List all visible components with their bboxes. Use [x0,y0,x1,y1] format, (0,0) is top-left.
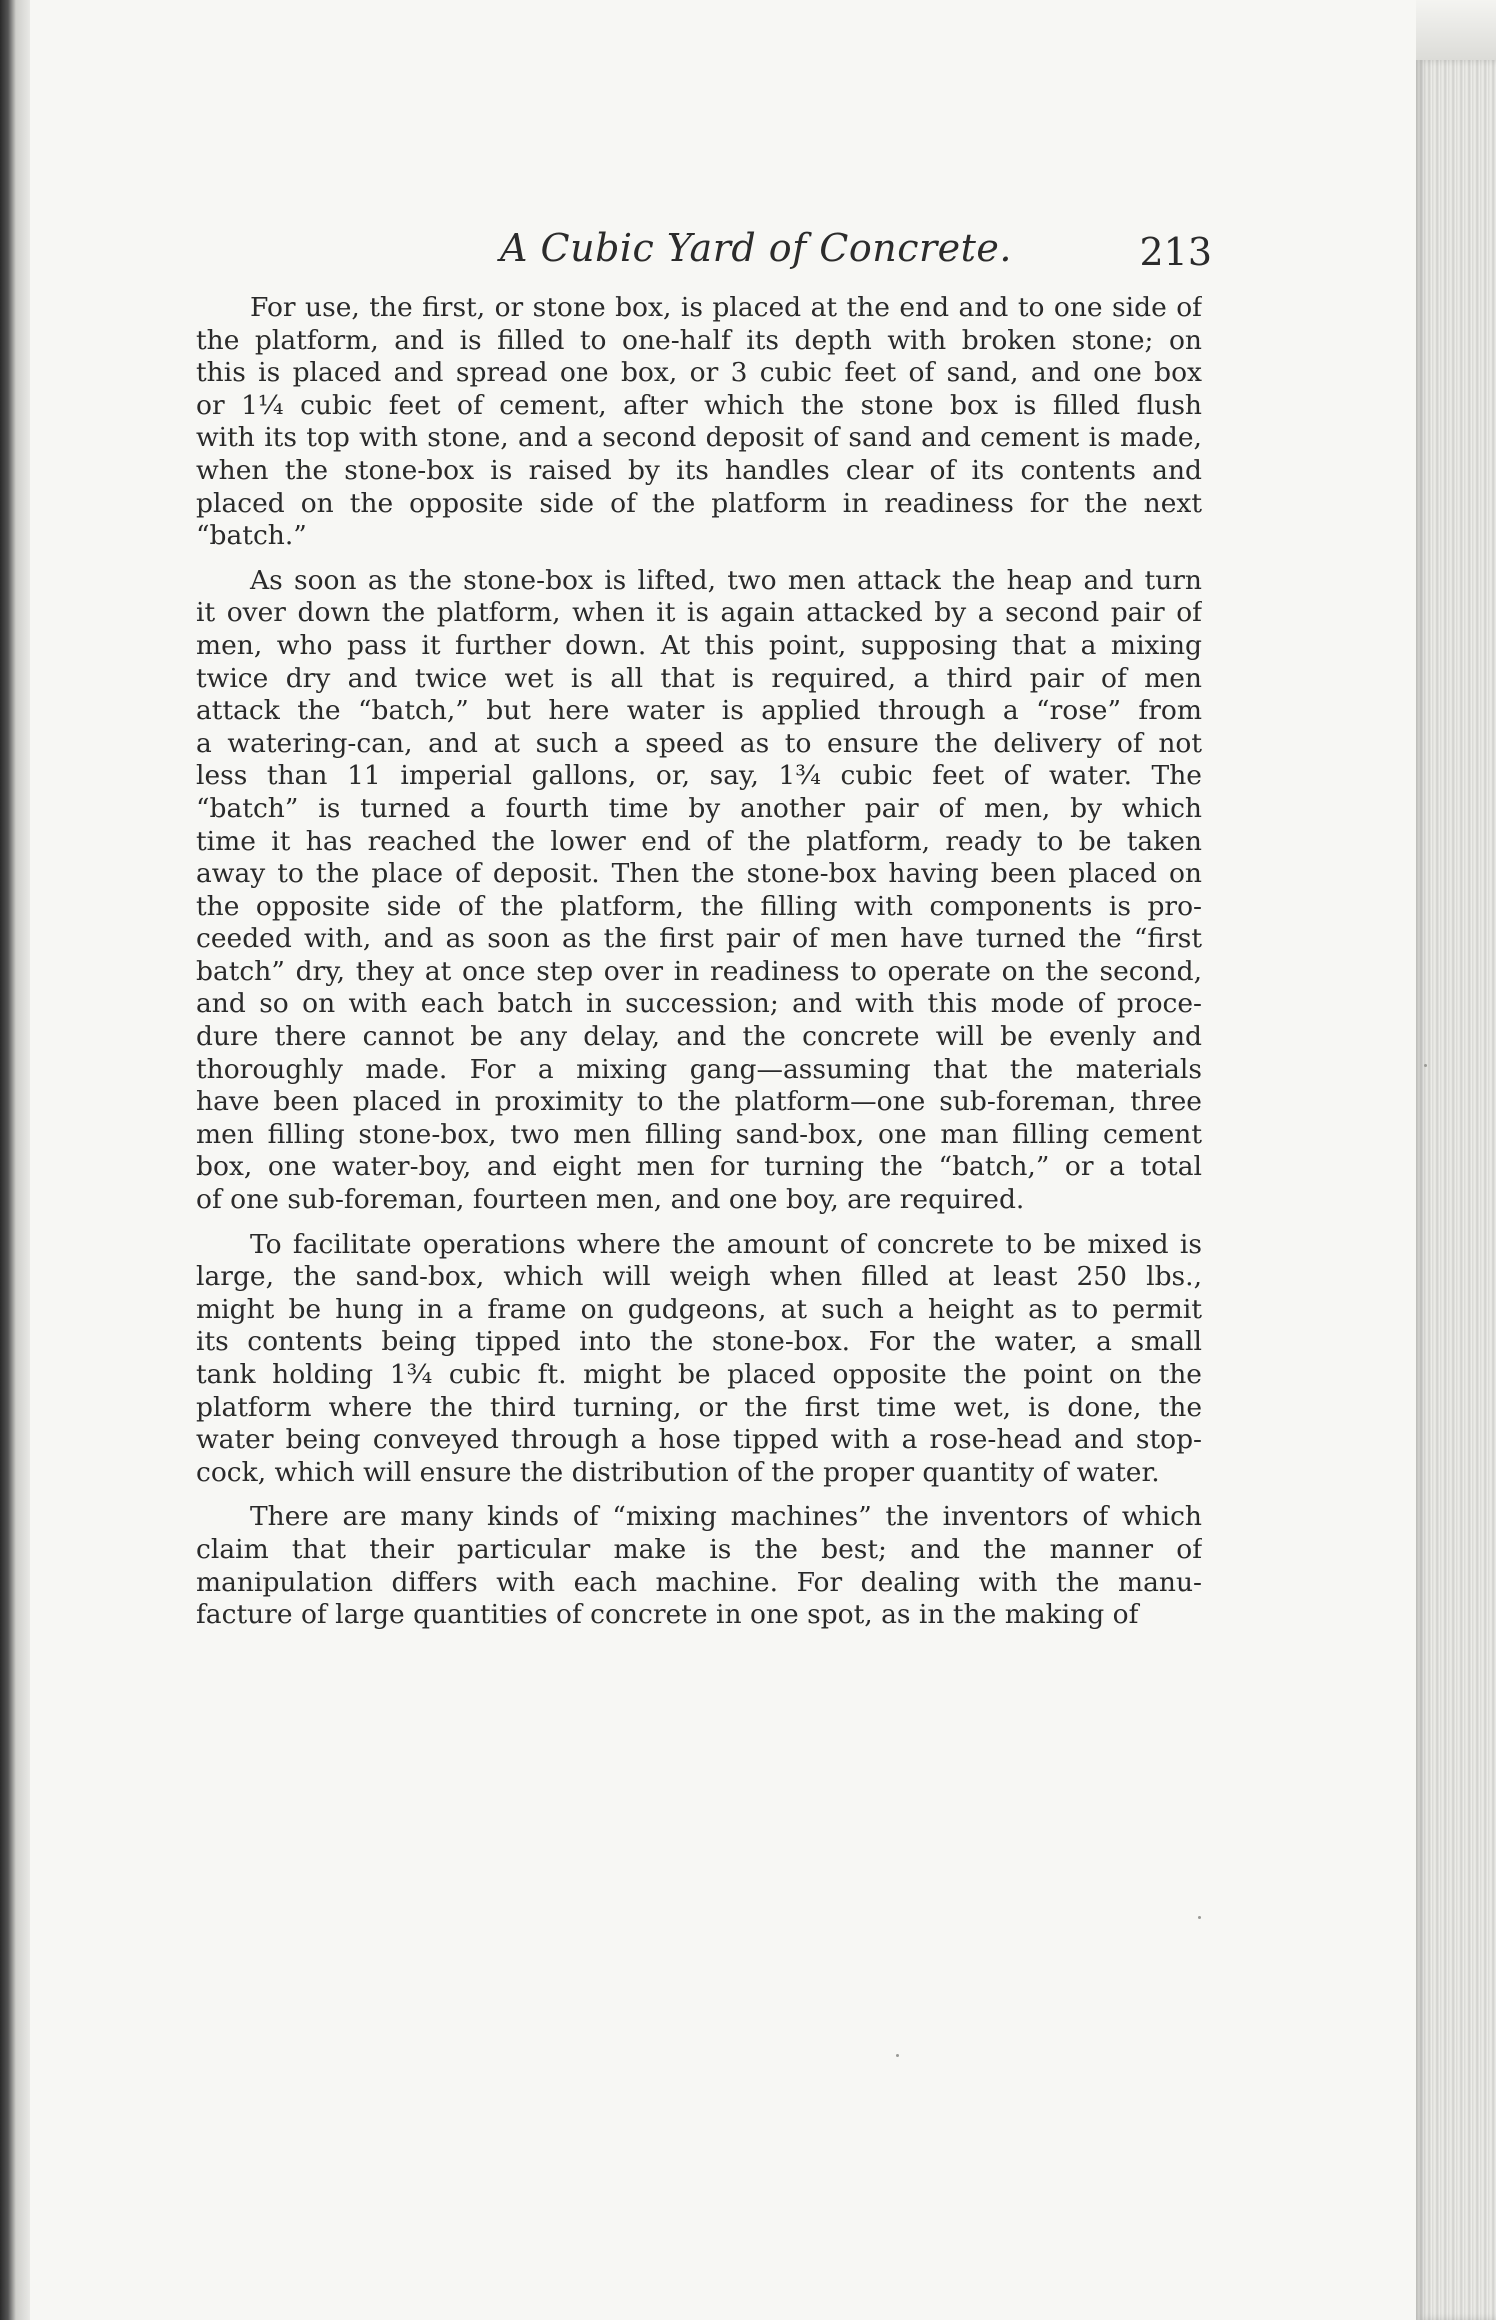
paragraph [196,1501,1202,1631]
text-line: tank holding 1¾ cubic ft. might be placed opposite the point on the [196,1359,1202,1390]
paragraph-gap [196,1217,1202,1229]
text-line: or 1¼ cubic feet of cement, after which the stone box is filled flush [196,389,1202,421]
text-line: facture of large quantities of concrete in one spot, as in the making of [196,1599,1139,1631]
paragraph [196,292,1202,553]
text-line: the platform, and is filled to one-half its depth with broken stone; on [196,324,1202,356]
text-line: “batch.” [196,520,307,552]
text-line: of one sub-foreman, fourteen men, and one boy, are required. [196,1184,1025,1216]
text-line: claim that their particular make is the best; and the manner of [196,1533,1202,1565]
paragraph [196,565,1202,1217]
text-line: There are many kinds of “mixing machines” the inventors of which [250,1501,1202,1533]
text-line: away to the place of deposit. Then the stone-box having been placed on [196,858,1202,890]
text-line: men filling stone-box, two men filling sand-box, one man filling cement [196,1118,1202,1150]
text-line: this is placed and spread one box, or 3 cubic feet of sand, and one box [196,357,1202,389]
text-line: attack the “batch,” but here water is applied through a “rose” from [196,695,1202,727]
text-line: box, one water-boy, and eight men for turning the “batch,” or a total [196,1151,1202,1183]
text-line: when the stone-box is raised by its handles clear of its contents and [196,454,1202,486]
text-line: time it has reached the lower end of the platform, ready to be taken [196,825,1202,857]
text-line: As soon as the stone-box is lifted, two men attack the heap and turn [250,564,1202,596]
paragraph [196,1229,1202,1490]
text-line: ceeded with, and as soon as the first pair of men have turned the “first [196,923,1202,955]
text-line: thoroughly made. For a mixing gang—assuming that the materials [196,1053,1202,1085]
text-line: batch” dry, they at once step over in readiness to operate on the second, [196,955,1202,987]
text-line: it over down the platform, when it is again attacked by a second pair of [196,597,1202,629]
scan-speck [1198,1916,1201,1919]
text-line: For use, the first, or stone box, is placed at the end and to one side of [250,292,1202,323]
text-line: placed on the opposite side of the platform in readiness for the next [196,487,1202,519]
text-line: its contents being tipped into the stone-box. For the water, a small [196,1326,1202,1358]
text-line: might be hung in a frame on gudgeons, at such a height as to permit [196,1293,1202,1325]
paragraph-gap [196,553,1202,565]
paragraph-gap [196,1489,1202,1501]
text-line: twice dry and twice wet is all that is required, a third pair of men [196,662,1202,694]
text-line: dure there cannot be any delay, and the concrete will be evenly and [196,1021,1202,1053]
text-line: manipulation differs with each machine. For dealing with the manu- [196,1566,1202,1598]
body-text [196,292,1202,1632]
scan-speck [1424,1064,1427,1067]
text-line: men, who pass it further down. At this point, supposing that a mixing [196,629,1202,661]
text-line: the opposite side of the platform, the filling with components is pro- [196,890,1202,922]
book-gutter-edge [0,0,30,2320]
text-line: less than 11 imperial gallons, or, say, 1¾ cubic feet of water. The [196,760,1202,792]
text-line: and so on with each batch in succession; and with this mode of proce- [196,988,1202,1020]
page-header [500,226,1212,286]
page-stack-top-shade [1416,0,1496,60]
page-stack-fore-edge [1416,60,1496,2320]
text-line: To facilitate operations where the amount of concrete to be mixed is [250,1228,1202,1260]
text-line: with its top with stone, and a second deposit of sand and cement is made, [196,422,1202,454]
text-line: water being conveyed through a hose tipped with a rose-head and stop- [196,1424,1202,1456]
text-line: cock, which will ensure the distribution of the proper quantity of water. [196,1456,1160,1488]
text-line: a watering-can, and at such a speed as to ensure the delivery of not [196,727,1202,759]
running-title: A Cubic Yard of Concrete. [500,226,1012,270]
text-line: have been placed in proximity to the platform—one sub-foreman, three [196,1086,1202,1118]
page-number: 213 [1139,230,1212,274]
scan-speck [896,2054,899,2057]
text-line: “batch” is turned a fourth time by another pair of men, by which [196,792,1202,824]
text-line: platform where the third turning, or the first time wet, is done, the [196,1391,1202,1423]
text-line: large, the sand-box, which will weigh when filled at least 250 lbs., [196,1261,1202,1293]
